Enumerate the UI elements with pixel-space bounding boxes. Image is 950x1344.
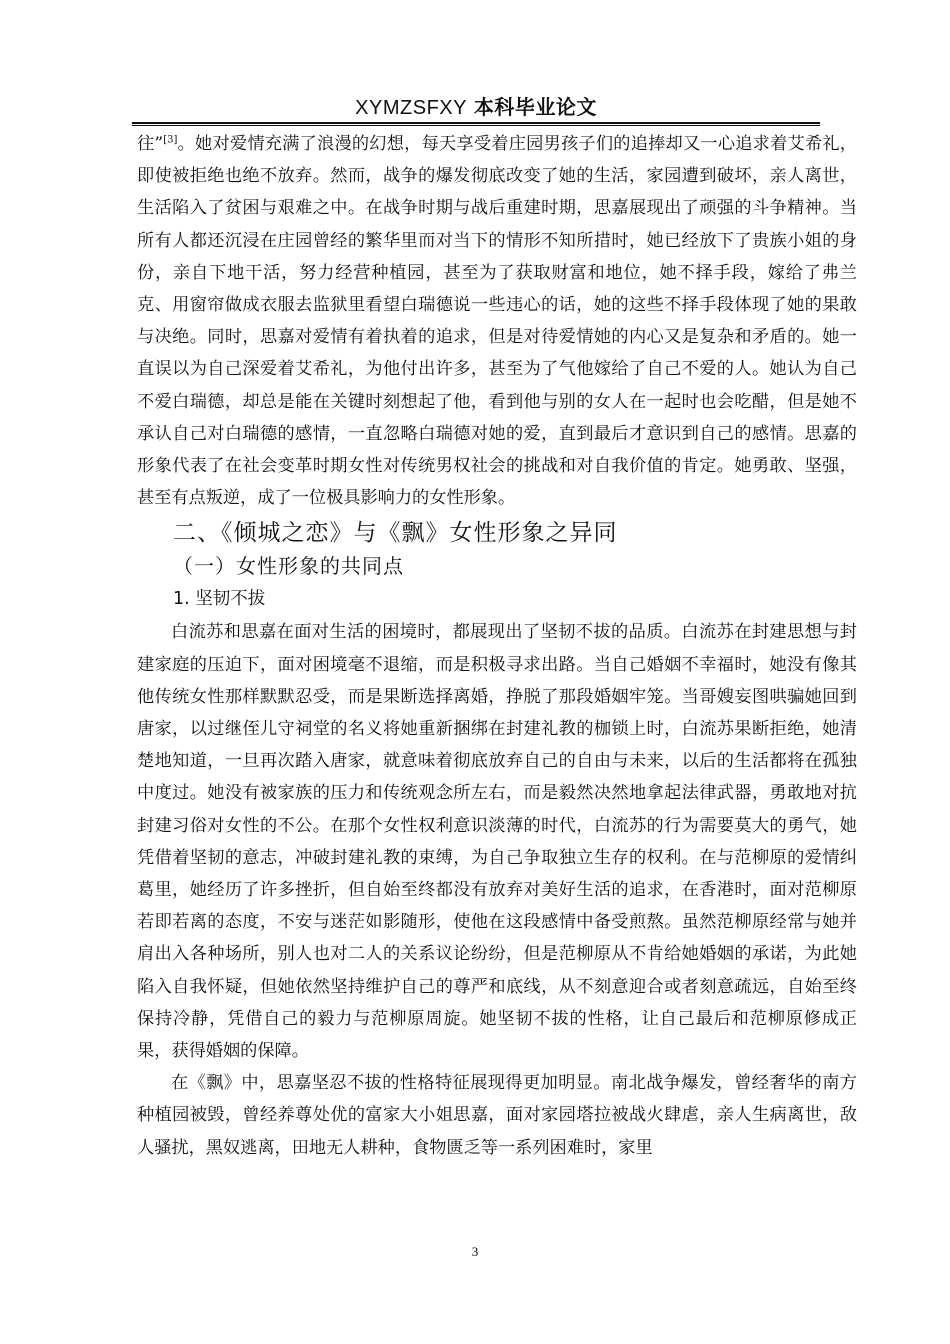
page-body [137,128,857,1164]
citation-ref: [3] [163,134,178,146]
header-subtitle: 本科毕业论文 [473,95,597,119]
page-number: 3 [471,1244,479,1259]
page-header [132,92,820,123]
paragraph-baiiusu: 白流苏和思嘉在面对生活的困境时，都展现出了坚韧不拔的品质。白流苏在封建思想与封建家庭的压迫下，面对困境毫不退缩，而是积极寻求出路。当自己婚姻不幸福时，她没有像其他传统女性那样默默忍受，而是果断选择离婚，挣脱了那段婚姻牢笼。当哥嫂妄图哄骗她回到唐家，以过继侄儿守祠堂的名义将她重新捆绑在封建礼教的枷锁上时，白流苏果断拒绝，她清楚地知道，一旦再次踏入唐家，就意味着彻底放弃自己的自由与未来，以后的生活都将在孤独中度过。她没有被家族的压力和传统观念所左右，而是毅然决然地拿起法律武器，勇敢地对抗封建习俗对女性的不公。在那个女性权利意识淡薄的时代，白流苏的行为需要莫大的勇气，她凭借着坚韧的意志，冲破封建礼教的束缚，为自己争取独立生存的权利。在与范柳原的爱情纠葛里，她经历了许多挫折，但自始至终都没有放弃对美好生活的追求，在香港时，面对范柳原若即若离的态度，不安与迷茫如影随形，使他在这段感情中备受煎熬。虽然范柳原经常与她并肩出入各种场所，别人也对二人的关系议论纷纷，但是范柳原从不肯给她婚姻的承诺，为此她陷入自我怀疑，但她依然坚持维护自己的尊严和底线，从不刻意迎合或者刻意疏远，自始至终保持冷静，凭借自己的毅力与范柳原周旋。她坚韧不拔的性格，让自己最后和范柳原修成正果，获得婚姻的保障。 [137,622,857,1062]
para1-start: 往” [137,134,164,154]
para1-rest: 。她对爱情充满了浪漫的幻想，每天享受着庄园男孩子们的追捧却又一心追求着艾希礼，即使被拒绝也绝不放弃。然而，战争的爆发彻底改变了她的生活，家园遭到破坏，亲人离世，生活陷入了贫困与艰难之中。在战争时期与战后重建时期，思嘉展现出了顽强的斗争精神。当所有人都还沉浸在庄园曾经的繁华里而对当下的情形不知所措时，她已经放下了贵族小姐的身份，亲自下地干活，努力经营种植园，甚至为了获取财富和地位，她不择手段，嫁给了弗兰克、用窗帘做成衣服去监狱里看望白瑞德说一些违心的话，她的这些不择手段体现了她的果敢与决绝。同时，思嘉对爱情有着执着的追求，但是对待爱情她的内心又是复杂和矛盾的。她一直误以为自己深爱着艾希礼，为他付出许多，甚至为了气他嫁给了自己不爱的人。她认为自己不爱白瑞德，却总是能在关键时刻想起了他，看到他与别的女人在一起时也会吃醋，但是她不承认自己对白瑞德的感情，一直忽略白瑞德对她的爱，直到最后才意识到自己的感情。思嘉的形象代表了在社会变革时期女性对传统男权社会的挑战和对自我价值的肯定。她勇敢、坚强，甚至有点叛逆，成了一位极具影响力的女性形象。 [137,134,857,509]
paragraph-sijia: 在《飘》中，思嘉坚忍不拔的性格特征展现得更加明显。南北战争爆发，曾经奢华的南方种植园被毁，曾经养尊处优的富家大小姐思嘉，面对家园塔拉被战火肆虐，亲人生病离世，敌人骚扰，黑奴逃离，田地无人耕种，食物匮乏等一系列困难时，家里 [137,1073,857,1158]
section-heading: 二、《倾城之恋》与《飘》女性形象之异同 [173,520,618,547]
header-brand: XYMZSFXY [355,97,467,119]
header-rule-thin [132,125,820,126]
subsection-heading: （一）女性形象的共同点 [173,554,404,579]
header-rule [132,122,820,124]
paragraph-continued [137,128,857,514]
point-heading: 1. 坚韧不拔 [173,589,266,610]
